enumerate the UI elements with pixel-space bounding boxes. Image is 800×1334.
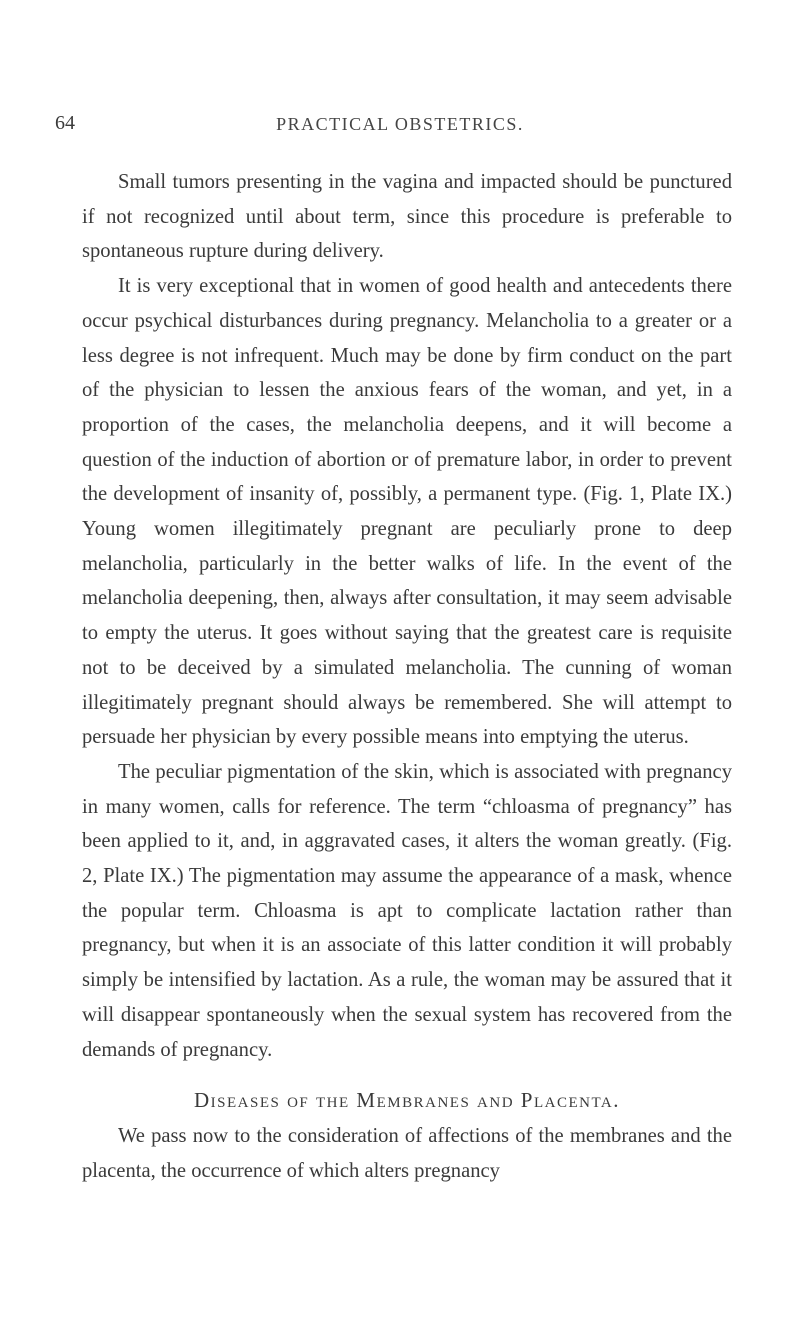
running-title: PRACTICAL OBSTETRICS.	[276, 114, 524, 134]
page-number: 64	[55, 112, 75, 134]
section-heading: Diseases of the Membranes and Placenta.	[194, 1088, 620, 1112]
paragraph-membranes: We pass now to the consideration of affections of the membranes and the placenta, the occurrence of which alters pregnancy	[82, 1125, 732, 1182]
page-header	[55, 112, 745, 136]
paragraph-chloasma: The peculiar pigmentation of the skin, which is associated with pregnancy in many women, calls for reference. The term “chloasma of pregnancy” has been applied to it, and, in aggravated cases, it alters the woman greatly. (Fig. 2, Plate IX.) The pigmentation may assume the appearance of a mask, whence the popular term. Chloasma is apt to complicate lactation rather than pregnancy, but when it is an associate of this latter condition it will probably simply be intensified by lactation. As a rule, the woman may be assured that it will disappear spontaneously when the sexual system has recovered from the demands of pregnancy.	[82, 760, 732, 1061]
paragraph-tumors: Small tumors presenting in the vagina and impacted should be punctured if not recognized until about term, since this procedure is preferable to spontaneous rupture during delivery.	[82, 171, 732, 263]
body-text	[82, 165, 732, 1067]
section-body-text	[82, 1119, 732, 1188]
paragraph-melancholia: It is very exceptional that in women of good health and antecedents there occur psychical disturbances during pregnancy. Melancholia to a greater or a less degree is not infrequent. Much may be done by firm conduct on the part of the physician to lessen the anxious fears of the woman, and yet, in a proportion of the cases, the melancholia deepens, and it will become a question of the induction of abortion or of premature labor, in order to prevent the development of insanity of, possibly, a permanent type. (Fig. 1, Plate IX.) Young women illegitimately pregnant are peculiarly prone to deep melancholia, particularly in the better walks of life. In the event of the melancholia deepening, then, always after consultation, it may seem advisable to empty the uterus. It goes without saying that the greatest care is requisite not to be deceived by a simulated melancholia. The cunning of woman illegitimately pregnant should always be remembered. She will attempt to persuade her physician by every possible means into emptying the uterus.	[82, 275, 732, 749]
